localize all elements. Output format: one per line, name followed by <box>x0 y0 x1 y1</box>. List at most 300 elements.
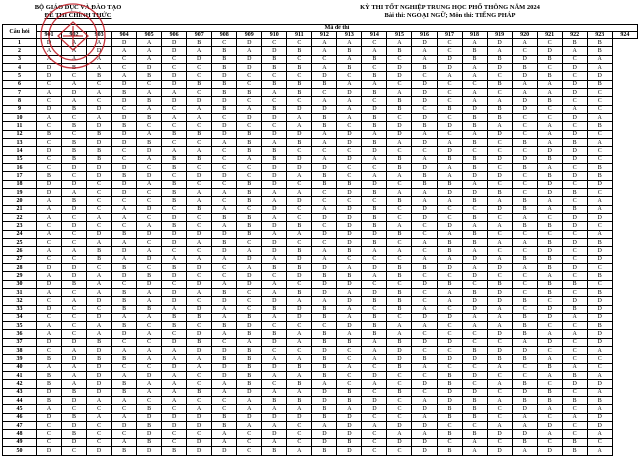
answer-cell: A <box>362 47 387 55</box>
answer-cell: D <box>437 122 462 130</box>
question-number: 39 <box>3 355 37 363</box>
answer-cell: C <box>212 197 237 205</box>
exam-code-917: 917 <box>437 32 462 39</box>
answer-cell: A <box>512 263 537 271</box>
answer-cell: A <box>162 372 187 380</box>
table-row <box>3 372 638 380</box>
answer-cell: B <box>587 322 612 330</box>
answer-cell: B <box>212 213 237 221</box>
answer-cell: D <box>137 280 162 288</box>
answer-cell: D <box>362 230 387 238</box>
answer-cell: B <box>212 63 237 71</box>
table-row <box>3 397 638 405</box>
answer-cell: D <box>137 63 162 71</box>
answer-cell: C <box>287 180 312 188</box>
answer-cell: A <box>537 355 562 363</box>
answer-cell: A <box>437 197 462 205</box>
answer-cell: C <box>487 88 512 96</box>
answer-cell: D <box>262 172 287 180</box>
ministry-header <box>18 4 138 20</box>
answer-cell: B <box>262 155 287 163</box>
answer-cell: D <box>112 130 137 138</box>
table-row <box>3 97 638 105</box>
answer-cell: C <box>212 180 237 188</box>
answer-cell: B <box>487 188 512 196</box>
table-row <box>3 155 638 163</box>
question-number: 16 <box>3 163 37 171</box>
answer-cell: D <box>387 63 412 71</box>
answer-cell: B <box>537 238 562 246</box>
answer-cell: D <box>37 305 62 313</box>
answer-cell: A <box>487 255 512 263</box>
answer-cell: A <box>587 63 612 71</box>
answer-cell: D <box>337 155 362 163</box>
question-number: 43 <box>3 388 37 396</box>
answer-cell: B <box>87 130 112 138</box>
answer-cell: D <box>37 72 62 80</box>
answer-cell: A <box>87 113 112 121</box>
answer-cell: B <box>437 280 462 288</box>
answer-cell: B <box>312 355 337 363</box>
answer-cell: A <box>212 430 237 438</box>
answer-cell: C <box>412 372 437 380</box>
answer-cell: B <box>287 138 312 146</box>
answer-cell: B <box>337 438 362 446</box>
answer-cell: A <box>462 247 487 255</box>
answer-cell: C <box>537 347 562 355</box>
answer-cell: D <box>512 347 537 355</box>
answer-cell: B <box>587 122 612 130</box>
answer-cell: C <box>112 363 137 371</box>
answer-cell: B <box>337 397 362 405</box>
answer-cell: D <box>587 338 612 346</box>
answer-cell: A <box>237 405 262 413</box>
answer-cell: A <box>562 363 587 371</box>
answer-cell: C <box>237 72 262 80</box>
answer-cell: C <box>562 388 587 396</box>
answer-cell: D <box>112 138 137 146</box>
answer-cell: D <box>312 105 337 113</box>
answer-cell: C <box>37 155 62 163</box>
answer-cell: A <box>487 305 512 313</box>
answer-cell: D <box>562 130 587 138</box>
answer-cell: A <box>262 313 287 321</box>
answer-cell: C <box>337 172 362 180</box>
answer-cell: C <box>262 122 287 130</box>
question-number: 15 <box>3 155 37 163</box>
answer-cell: C <box>362 39 387 47</box>
answer-cell: A <box>412 47 437 55</box>
answer-cell: A <box>37 247 62 255</box>
answer-cell: D <box>37 280 62 288</box>
answer-cell: B <box>362 313 387 321</box>
answer-cell: C <box>562 322 587 330</box>
question-number: 2 <box>3 47 37 55</box>
answer-cell: B <box>262 55 287 63</box>
answer-cell: D <box>87 122 112 130</box>
answer-cell: B <box>462 238 487 246</box>
question-number: 9 <box>3 105 37 113</box>
answer-cell: C <box>112 55 137 63</box>
answer-cell: C <box>462 422 487 430</box>
answer-cell: B <box>412 263 437 271</box>
answer-cell: B <box>87 72 112 80</box>
answer-cell: A <box>587 230 612 238</box>
answer-cell: B <box>37 372 62 380</box>
answer-cell: A <box>387 188 412 196</box>
answer-cell: D <box>437 147 462 155</box>
answer-cell: C <box>187 88 212 96</box>
answer-cell: B <box>387 230 412 238</box>
answer-cell: A <box>362 247 387 255</box>
answer-cell: B <box>437 105 462 113</box>
answer-cell: B <box>62 197 87 205</box>
exam-code-905: 905 <box>137 32 162 39</box>
answer-cell: B <box>512 63 537 71</box>
answer-cell: D <box>587 72 612 80</box>
answer-cell: C <box>37 438 62 446</box>
answer-cell: A <box>37 113 62 121</box>
answer-cell: D <box>487 430 512 438</box>
answer-cell: D <box>312 163 337 171</box>
answer-cell: B <box>187 388 212 396</box>
answer-cell: A <box>112 205 137 213</box>
question-number: 26 <box>3 247 37 255</box>
answer-cell: A <box>287 297 312 305</box>
answer-cell: D <box>537 247 562 255</box>
answer-cell: C <box>362 197 387 205</box>
answer-cell: D <box>262 430 287 438</box>
answer-cell: B <box>362 113 387 121</box>
answer-cell: D <box>262 363 287 371</box>
answer-cell: C <box>537 322 562 330</box>
answer-cell: B <box>187 130 212 138</box>
question-number: 4 <box>3 63 37 71</box>
exam-code-913: 913 <box>337 32 362 39</box>
answer-cell: D <box>87 105 112 113</box>
answer-cell: B <box>512 255 537 263</box>
answer-cell: A <box>37 363 62 371</box>
answer-cell: B <box>112 380 137 388</box>
answer-cell: C <box>587 155 612 163</box>
answer-cell: B <box>137 405 162 413</box>
answer-cell: A <box>187 363 212 371</box>
answer-cell: B <box>562 39 587 47</box>
answer-cell: C <box>562 163 587 171</box>
answer-cell: D <box>162 413 187 421</box>
answer-cell: A <box>287 447 312 456</box>
answer-cell: C <box>362 388 387 396</box>
question-number: 49 <box>3 438 37 446</box>
exam-code-903: 903 <box>87 32 112 39</box>
answer-cell: C <box>62 238 87 246</box>
answer-cell: A <box>112 47 137 55</box>
answer-cell: D <box>112 80 137 88</box>
answer-cell: C <box>562 122 587 130</box>
answer-cell: D <box>462 297 487 305</box>
answer-cell: D <box>212 97 237 105</box>
answer-cell: A <box>337 97 362 105</box>
answer-cell: A <box>162 380 187 388</box>
answer-cell: C <box>87 405 112 413</box>
answer-cell: C <box>37 297 62 305</box>
table-row <box>3 297 638 305</box>
answer-cell: C <box>137 338 162 346</box>
answer-cell: B <box>362 55 387 63</box>
subject-line: Bài thi: NGOẠI NGỮ; Môn thi: TIẾNG PHÁP <box>384 12 516 19</box>
question-number: 14 <box>3 147 37 155</box>
answer-cell: B <box>112 355 137 363</box>
answer-cell: C <box>287 322 312 330</box>
answer-cell: A <box>237 105 262 113</box>
answer-cell: C <box>137 238 162 246</box>
answer-cell: A <box>112 238 137 246</box>
answer-cell: C <box>112 430 137 438</box>
answer-cell: C <box>387 372 412 380</box>
answer-cell: B <box>187 80 212 88</box>
answer-cell: D <box>412 138 437 146</box>
answer-cell: D <box>62 397 87 405</box>
answer-cell: B <box>537 155 562 163</box>
answer-cell: C <box>487 163 512 171</box>
answer-cell: D <box>37 263 62 271</box>
table-row <box>3 413 638 421</box>
answer-cell: C <box>187 163 212 171</box>
answer-cell: A <box>137 155 162 163</box>
answer-cell: C <box>212 263 237 271</box>
answer-cell: D <box>287 197 312 205</box>
answer-cell: A <box>412 55 437 63</box>
answer-cell: A <box>462 222 487 230</box>
answer-cell: B <box>462 230 487 238</box>
answer-cell: A <box>562 313 587 321</box>
answer-cell: C <box>437 39 462 47</box>
table-row <box>3 88 638 96</box>
answer-cell: D <box>562 238 587 246</box>
answer-cell: B <box>137 422 162 430</box>
answer-cell: C <box>537 105 562 113</box>
table-row <box>3 47 638 55</box>
answer-cell: C <box>362 363 387 371</box>
answer-cell: C <box>537 39 562 47</box>
answer-cell: D <box>212 372 237 380</box>
answer-cell: D <box>62 355 87 363</box>
answer-cell: C <box>212 397 237 405</box>
answer-cell: D <box>187 97 212 105</box>
answer-cell: C <box>337 72 362 80</box>
answer-cell: D <box>487 172 512 180</box>
answer-cell: C <box>162 205 187 213</box>
answer-cell: C <box>437 330 462 338</box>
answer-cell: B <box>62 122 87 130</box>
answer-cell: A <box>212 138 237 146</box>
answer-cell: D <box>587 180 612 188</box>
answer-cell: B <box>562 447 587 456</box>
answer-cell: C <box>437 130 462 138</box>
answer-cell: D <box>212 297 237 305</box>
answer-cell: C <box>162 138 187 146</box>
exam-code-921: 921 <box>537 32 562 39</box>
answer-cell: C <box>187 63 212 71</box>
answer-cell: C <box>512 47 537 55</box>
table-row <box>3 130 638 138</box>
table-row <box>3 322 638 330</box>
answer-cell: A <box>462 438 487 446</box>
answer-cell: A <box>112 347 137 355</box>
answer-cell: D <box>337 213 362 221</box>
answer-cell: D <box>587 305 612 313</box>
answer-cell: D <box>512 155 537 163</box>
answer-cell: D <box>37 105 62 113</box>
answer-cell: D <box>587 297 612 305</box>
answer-cell: A <box>362 272 387 280</box>
answer-cell: B <box>62 388 87 396</box>
answer-cell: D <box>287 305 312 313</box>
answer-cell: A <box>412 188 437 196</box>
answer-cell: A <box>437 72 462 80</box>
answer-cell: C <box>537 230 562 238</box>
answer-cell: D <box>87 47 112 55</box>
answer-cell: D <box>562 222 587 230</box>
answer-cell: A <box>312 255 337 263</box>
table-row <box>3 188 638 196</box>
answer-cell: D <box>87 380 112 388</box>
exam-code-915: 915 <box>387 32 412 39</box>
answer-cell: D <box>162 363 187 371</box>
answer-cell: C <box>37 163 62 171</box>
answer-cell: B <box>462 122 487 130</box>
answer-cell: D <box>587 213 612 221</box>
answer-cell: D <box>487 288 512 296</box>
answer-cell: C <box>287 72 312 80</box>
answer-cell: A <box>537 330 562 338</box>
answer-cell: A <box>462 180 487 188</box>
answer-cell: C <box>212 163 237 171</box>
answer-cell: D <box>87 347 112 355</box>
answer-cell: A <box>237 397 262 405</box>
answer-cell: C <box>287 280 312 288</box>
answer-cell: C <box>537 213 562 221</box>
answer-cell: B <box>162 322 187 330</box>
answer-cell: B <box>187 338 212 346</box>
answer-cell: C <box>537 113 562 121</box>
answer-cell: C <box>412 105 437 113</box>
answer-cell: A <box>37 213 62 221</box>
table-row <box>3 122 638 130</box>
answer-cell: A <box>462 63 487 71</box>
answer-cell: B <box>312 180 337 188</box>
answer-cell: C <box>587 97 612 105</box>
answer-cell: B <box>462 347 487 355</box>
answer-cell: C <box>162 172 187 180</box>
answer-cell: C <box>37 97 62 105</box>
answer-cell: A <box>262 422 287 430</box>
answer-cell: C <box>462 363 487 371</box>
answer-cell: A <box>312 63 337 71</box>
answer-cell: D <box>162 297 187 305</box>
answer-cell: B <box>437 430 462 438</box>
answer-cell: D <box>412 113 437 121</box>
answer-cell: D <box>162 97 187 105</box>
answer-cell: A <box>137 297 162 305</box>
answer-cell: D <box>212 122 237 130</box>
answer-cell: A <box>187 113 212 121</box>
answer-cell: C <box>362 430 387 438</box>
answer-cell: B <box>362 322 387 330</box>
answer-cell: B <box>212 413 237 421</box>
answer-cell: C <box>512 272 537 280</box>
answer-cell: B <box>462 155 487 163</box>
answer-cell: B <box>437 238 462 246</box>
question-number: 34 <box>3 313 37 321</box>
answer-cell: C <box>187 397 212 405</box>
answer-cell: D <box>312 388 337 396</box>
answer-cell: A <box>312 97 337 105</box>
answer-cell: D <box>62 272 87 280</box>
answer-cell: A <box>262 138 287 146</box>
answer-cell: D <box>337 138 362 146</box>
table-row <box>3 380 638 388</box>
table-row <box>3 63 638 71</box>
answer-cell: D <box>537 47 562 55</box>
answer-cell: C <box>437 347 462 355</box>
answer-cell: D <box>487 447 512 456</box>
answer-cell: D <box>487 297 512 305</box>
answer-cell: B <box>362 330 387 338</box>
answer-cell: A <box>412 397 437 405</box>
answer-cell: D <box>337 413 362 421</box>
answer-cell: A <box>237 155 262 163</box>
answer-cell: A <box>37 205 62 213</box>
answer-cell: C <box>512 147 537 155</box>
answer-cell: C <box>387 113 412 121</box>
answer-cell: C <box>337 372 362 380</box>
answer-cell: B <box>212 422 237 430</box>
table-row <box>3 347 638 355</box>
answer-cell: D <box>62 263 87 271</box>
answer-cell: D <box>162 422 187 430</box>
question-number: 6 <box>3 80 37 88</box>
answer-cell: D <box>337 447 362 456</box>
answer-cell: B <box>262 263 287 271</box>
question-number: 5 <box>3 72 37 80</box>
answer-cell: D <box>537 305 562 313</box>
question-number: 3 <box>3 55 37 63</box>
answer-cell: A <box>412 238 437 246</box>
answer-cell: D <box>112 97 137 105</box>
answer-cell: B <box>37 172 62 180</box>
answer-cell: B <box>587 288 612 296</box>
answer-cell: C <box>312 188 337 196</box>
answer-cell: D <box>212 72 237 80</box>
answer-cell: C <box>537 380 562 388</box>
table-row <box>3 247 638 255</box>
question-number: 33 <box>3 305 37 313</box>
answer-cell: D <box>487 63 512 71</box>
exam-code-923: 923 <box>587 32 612 39</box>
answer-cell: B <box>412 355 437 363</box>
answer-cell: C <box>62 405 87 413</box>
answer-cell: C <box>362 163 387 171</box>
answer-cell: C <box>387 405 412 413</box>
answer-cell: C <box>387 255 412 263</box>
answer-cell: D <box>187 230 212 238</box>
answer-cell: C <box>512 122 537 130</box>
answer-cell: A <box>137 330 162 338</box>
answer-cell: B <box>437 413 462 421</box>
answer-cell: C <box>562 422 587 430</box>
answer-cell: D <box>512 430 537 438</box>
